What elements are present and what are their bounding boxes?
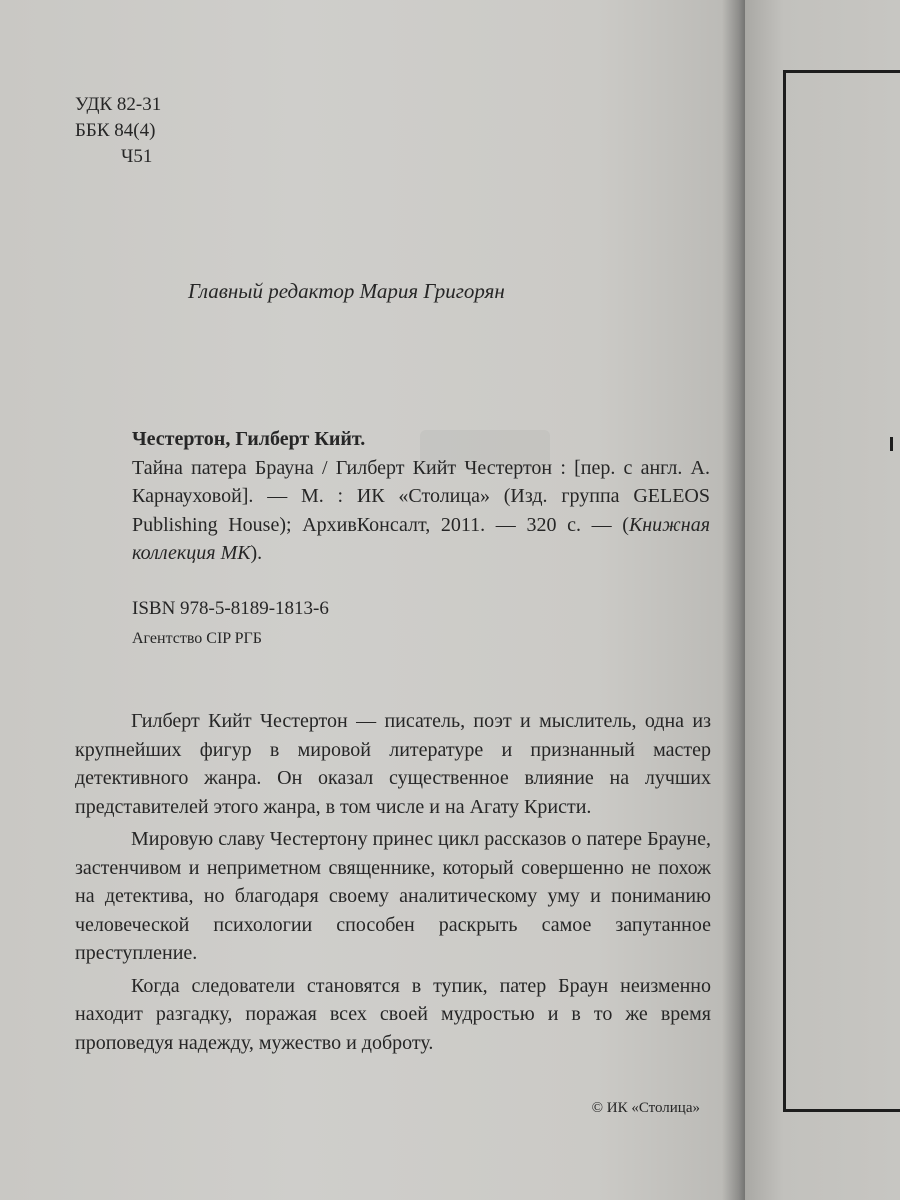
- record-description: [132, 454, 710, 568]
- annotation: [75, 707, 711, 1061]
- adjacent-page: [745, 0, 900, 1200]
- copyright-notice: © ИК «Столица»: [591, 1100, 700, 1116]
- ornamental-frame: [783, 70, 900, 1112]
- record-closing: ).: [250, 542, 263, 564]
- record-series: Книжная коллекция МК: [132, 513, 710, 564]
- annotation-paragraph-1: Гилберт Кийт Честертон — писатель, поэт и мыслитель, одна из крупнейших фигур в мировой литературе и признанный мастер детективного жанра. Он оказал существенное влияние на лучших представителей этого жанра, в том числе и на Агату Кристи.: [75, 710, 711, 818]
- record-author: Честертон, Гилберт Кийт.: [132, 428, 366, 450]
- bbk-code: ББК 84(4): [75, 120, 156, 141]
- frame-tick-mark: [890, 437, 900, 451]
- annotation-paragraph-3: Когда следователи становятся в тупик, патер Браун неизменно находит разгадку, поражая всех своей мудростью и в то же время проповедуя надежду, мужество и доброту.: [75, 974, 711, 1054]
- page-gutter-shadow: [722, 0, 745, 1200]
- classification-block: [75, 92, 161, 170]
- chief-editor-line: Главный редактор Мария Григорян: [188, 279, 505, 303]
- cip-agency: Агентство CIP РГБ: [132, 630, 262, 647]
- udk-code: УДК 82-31: [75, 94, 162, 115]
- record-description-text: Тайна патера Брауна / Гилберт Кийт Честертон : [пер. с англ. А. Карнауховой]. — М. : ИК «Столица» (Изд. группа GELEOS Publishing House); АрхивКонсалт, 2011. — 320 с. — (: [132, 456, 710, 536]
- isbn-number: ISBN 978-5-8189-1813-6: [132, 598, 329, 619]
- author-mark: Ч51: [121, 146, 153, 167]
- annotation-paragraph-2: Мировую славу Честертону принес цикл рассказов о патере Брауне, застенчивом и неприметном священнике, который совершенно не похож на детектива, но благодаря своему аналитическому уму и пониманию человеческой психологии способен раскрыть самое запутанное преступление.: [75, 828, 711, 964]
- bibliographic-record: [132, 425, 710, 568]
